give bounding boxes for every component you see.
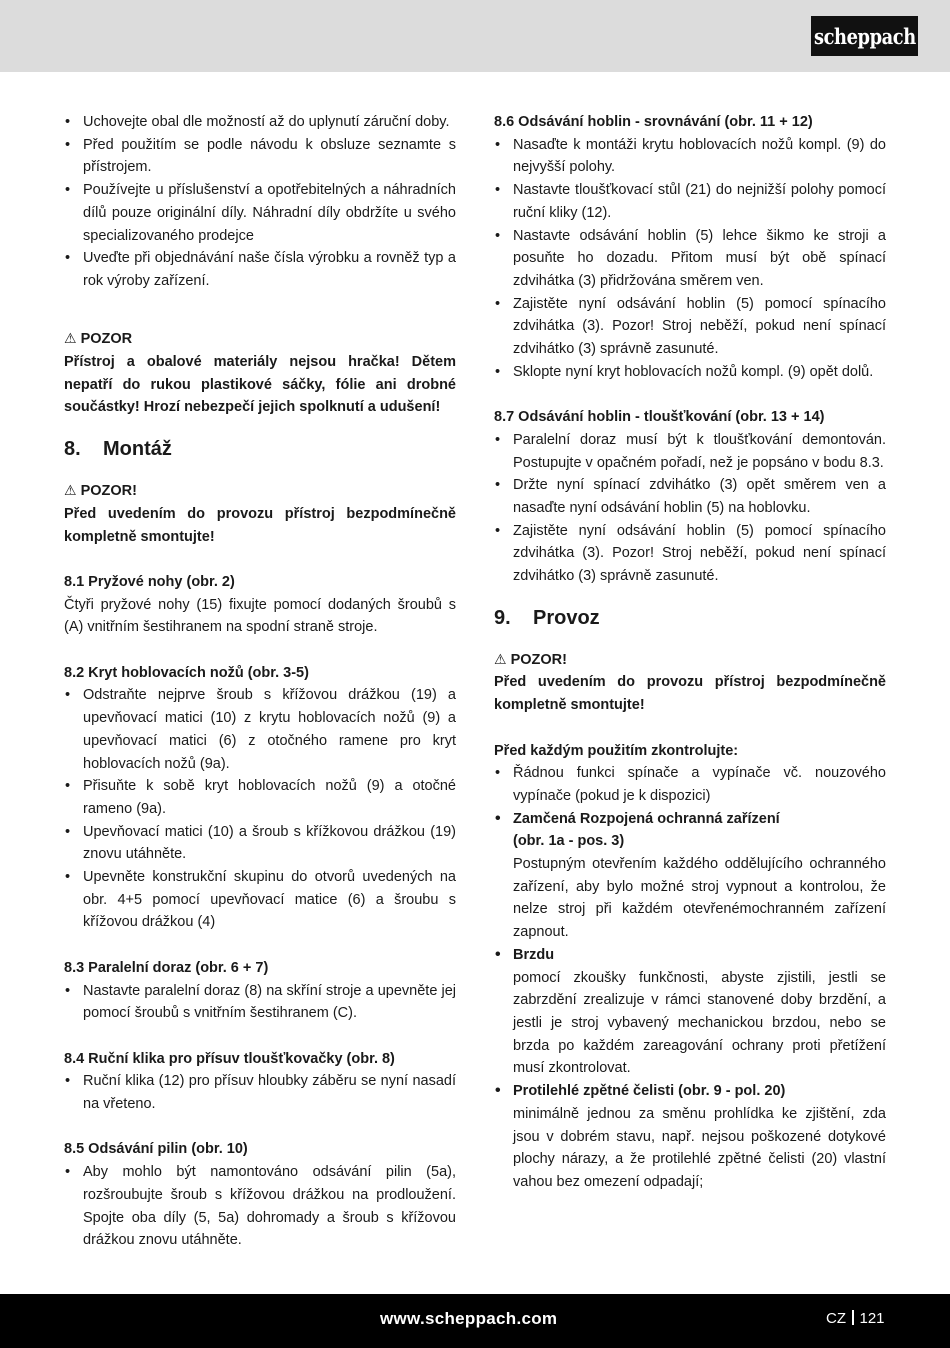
brand-logo <box>811 16 918 56</box>
list-item: • Protilehlé zpětné čelisti (obr. 9 - pol. 20) <box>494 1080 886 1103</box>
warning-triangle-icon: ⚠ <box>494 650 507 667</box>
list-item-sub: (obr. 1a - pos. 3) <box>513 833 625 850</box>
warning-text: Přístroj a obalové materiály nejsou hračka! Dětem nepatří do rukou plastikové sáčky, fólie ani drobné součástky! Hrozí nebezpečí jejich spolknutí a udušení! <box>64 354 456 416</box>
list-item: • Přisuňte k sobě kryt hoblovacích nožů (9) a otočné rameno (9a). <box>64 775 456 820</box>
list-item: • Uchovejte obal dle možností až do uplynutí záruční doby. <box>64 111 456 134</box>
section-heading: 8.1 Pryžové nohy (obr. 2) <box>64 573 235 590</box>
list-item: • Zamčená Rozpojená ochranná zařízení <box>494 808 886 831</box>
list-item: • Sklopte nyní kryt hoblovacích nožů kompl. (9) opět dolů. <box>494 361 886 384</box>
section-heading: 8.3 Paralelní doraz (obr. 6 + 7) <box>64 959 269 976</box>
list-item: • Upevňovací matici (10) a šroub s křížkovou drážkou (19) znovu utáhněte. <box>64 821 456 866</box>
paragraph: Čtyři pryžové nohy (15) fixujte pomocí dodaných šroubů s (A) vnitřním šestihranem na spodní straně stroje. <box>64 596 456 636</box>
section-heading: 8.5 Odsávání pilin (obr. 10) <box>64 1141 248 1158</box>
separator <box>852 1310 854 1325</box>
chapter-heading: 8. Montáž <box>64 438 172 461</box>
list-item: • Upevněte konstrukční skupinu do otvorů uvedených na obr. 4+5 pomocí upevňovací matice (6) a šroubu s křížovou drážkou (4) <box>64 866 456 934</box>
list-item: • Řádnou funkci spínače a vypínače vč. nouzového vypínače (pokud je k dispozici) <box>494 762 886 807</box>
warning-triangle-icon: ⚠ <box>64 482 77 499</box>
footer-band <box>0 1294 950 1348</box>
list-item: • Zajistěte nyní odsávání hoblin (5) pomocí spínacího zdvihátka (3). Pozor! Stroj neběží, pokud není spínací zdvihátko (3) správně zasunuté. <box>494 293 886 361</box>
list-item: • Aby mohlo být namontováno odsávání pilin (5a), rozšroubujte šroub s křížovou drážkou na prodloužení. Spojte oba díly (5, 5a) dohromady a šroub s křížovou drážkou znovu utáhněte. <box>64 1161 456 1252</box>
section-heading: 8.4 Ruční klika pro přísuv tloušťkovačky (obr. 8) <box>64 1050 395 1067</box>
header-band <box>0 0 950 72</box>
list-item: • Před použitím se podle návodu k obsluze seznamte s přístrojem. <box>64 134 456 179</box>
warning-text: Před uvedením do provozu přístroj bezpodmínečně kompletně smontujte! <box>64 505 456 545</box>
list-item: • Brzdu <box>494 944 886 967</box>
list-item-text: Postupným otevřením každého oddělujícího ochranného zařízení, aby bylo možné stroj vypnout a kontrolou, že nelze stroj při každém otevřenémochranném zařízení zapnout. <box>513 856 886 941</box>
list-item-text: pomocí zkoušky funkčnosti, abyste zjistili, jestli se zabrzdění zrealizuje v rámci stanovené doby brzdění, a jestli je stroj vybavený mechanickou brzdou, nebo se brzda po každém zareagování ochrany proti přetížení musí zkontrolovat. <box>513 969 886 1077</box>
list-item: • Nasaďte k montáži krytu hoblovacích nožů kompl. (9) do nejvyšší polohy. <box>494 134 886 179</box>
right-column <box>494 111 886 1194</box>
section-heading: 8.7 Odsávání hoblin - tloušťkování (obr. 13 + 14) <box>494 409 825 426</box>
list-item: • Odstraňte nejprve šroub s křížovou drážkou (19) a upevňovací matici (10) z krytu hoblovacích nožů (9) a upevňovací matici (6) z otočného ramene pro kryt hoblovacích nožů (9a). <box>64 684 456 775</box>
list-item: • Ruční klika (12) pro přísuv hloubky záběru se nyní nasadí na vřeteno. <box>64 1070 456 1115</box>
list-item: • Nastavte odsávání hoblin (5) lehce šikmo ke stroji a posuňte ho dozadu. Přitom musí být obě spínací zdvihátka (3) přidržována směrem ven. <box>494 225 886 293</box>
section-heading: 8.6 Odsávání hoblin - srovnávání (obr. 11 + 12) <box>494 114 813 130</box>
list-item: • Zajistěte nyní odsávání hoblin (5) pomocí spínacího zdvihátka (3). Pozor! Stroj neběží, pokud není spínací zdvihátko (3) správně zasunuté. <box>494 520 886 588</box>
list-item: • Držte nyní spínací zdvihátko (3) opět směrem ven a nasaďte nyní odsávání hoblin (5) na hoblovku. <box>494 474 886 519</box>
warning-text: Před uvedením do provozu přístroj bezpodmínečně kompletně smontujte! <box>494 674 886 714</box>
warning-triangle-icon: ⚠ <box>64 330 77 347</box>
warning-heading: ⚠ POZOR <box>64 327 456 351</box>
list-item: • Nastavte tloušťkovací stůl (21) do nejnižší polohy pomocí ruční kliky (12). <box>494 179 886 224</box>
website-link[interactable]: www.scheppach.com <box>380 1309 558 1328</box>
page-number: CZ 121 <box>826 1310 885 1327</box>
logo-text: scheppach <box>813 23 916 49</box>
list-item: • Používejte u příslušenství a opotřebitelných a náhradních dílů pouze originální díly. Náhradní díly obdržíte u svého specializovaného prodejce <box>64 179 456 247</box>
list-item-text: minimálně jednou za směnu prohlídka ke zjištění, zda jsou v dobrém stavu, např. nejsou poškozené dotykové plochy nárazy, a že protilehlé zpětné čelisti (20) vlastní vahou bez omezení odpadají; <box>513 1105 886 1190</box>
list-item: • Uveďte při objednávání naše čísla výrobku a rovněž typ a rok výroby zařízení. <box>64 247 456 292</box>
warning-heading: ⚠ POZOR! <box>494 648 886 672</box>
section-heading: 8.2 Kryt hoblovacích nožů (obr. 3-5) <box>64 664 309 681</box>
section-heading: Před každým použitím zkontrolujte: <box>494 742 739 759</box>
list-item: • Nastavte paralelní doraz (8) na skříní stroje a upevněte jej pomocí šroubů s vnitřním šestihranem (C). <box>64 980 456 1025</box>
chapter-heading: 9. Provoz <box>494 606 600 629</box>
left-column <box>64 111 456 1252</box>
list-item: • Paralelní doraz musí být k tloušťkování demontován. Postupujte v opačném pořadí, než je popsáno v bodu 8.3. <box>494 429 886 474</box>
warning-heading: ⚠ POZOR! <box>64 479 456 503</box>
